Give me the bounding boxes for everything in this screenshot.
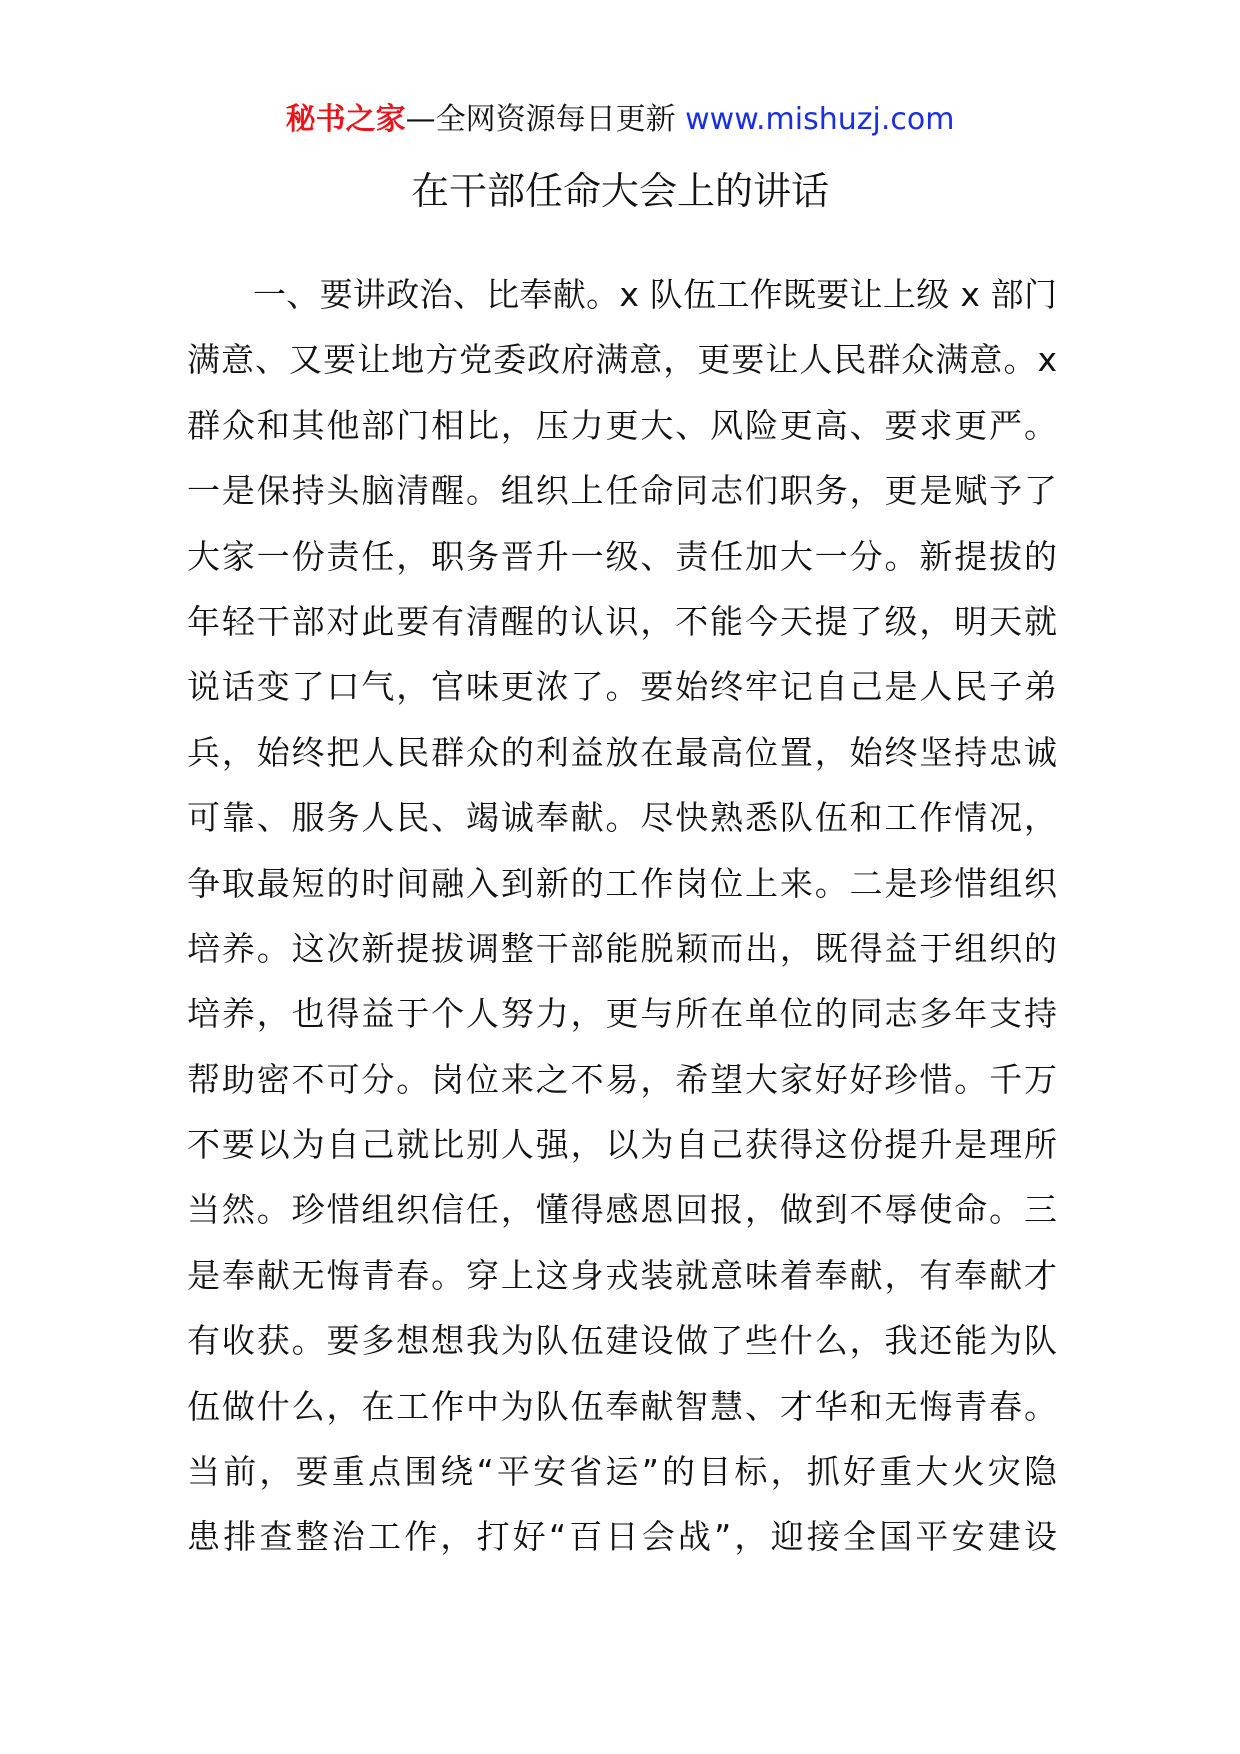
body-line: 患排查整治工作，打好“百日会战”，迎接全国平安建设 [187, 1517, 1057, 1557]
body-line: 有收获。要多想想我为队伍建设做了些什么，我还能为队 [187, 1321, 1057, 1361]
body-line: 满意、又要让地方党委政府满意，更要让人民群众满意。x [187, 340, 1057, 380]
body-line: 培养。这次新提拔调整干部能脱颖而出，既得益于组织的 [187, 928, 1057, 968]
body-line: 当然。珍惜组织信任，懂得感恩回报，做到不辱使命。三 [187, 1190, 1057, 1230]
document-body [187, 262, 1057, 1570]
body-line: 争取最短的时间融入到新的工作岗位上来。二是珍惜组织 [187, 863, 1057, 903]
body-line: 不要以为自己就比别人强，以为自己获得这份提升是理所 [187, 1125, 1057, 1165]
body-line: 年轻干部对此要有清醒的认识，不能今天提了级，明天就 [187, 601, 1057, 641]
body-line: 是奉献无悔青春。穿上这身戎装就意味着奉献，有奉献才 [187, 1255, 1057, 1295]
body-line: 当前，要重点围绕“平安省运”的目标，抓好重大火灾隐 [187, 1452, 1057, 1492]
body-line: 可靠、服务人民、竭诚奉献。尽快熟悉队伍和工作情况， [187, 798, 1057, 838]
site-url-link[interactable]: www.mishuzj.com [685, 102, 955, 137]
body-line: 说话变了口气，官味更浓了。要始终牢记自己是人民子弟 [187, 667, 1057, 707]
body-line: 一、要讲政治、比奉献。x 队伍工作既要让上级 x 部门 [253, 275, 1057, 314]
site-tagline: —全网资源每日更新 [405, 102, 686, 137]
body-line: 培养，也得益于个人努力，更与所在单位的同志多年支持 [187, 994, 1057, 1034]
body-line: 群众和其他部门相比，压力更大、风险更高、要求更严。 [187, 405, 1057, 445]
site-brand: 秘书之家 [285, 102, 406, 137]
body-line: 兵，始终把人民群众的利益放在最高位置，始终坚持忠诚 [187, 732, 1057, 772]
body-line: 帮助密不可分。岗位来之不易，希望大家好好珍惜。千万 [187, 1059, 1057, 1099]
body-line: 一是保持头脑清醒。组织上任命同志们职务，更是赋予了 [187, 471, 1057, 511]
body-line: 大家一份责任，职务晋升一级、责任加大一分。新提拔的 [187, 536, 1057, 576]
document-title: 在干部任命大会上的讲话 [410, 169, 829, 213]
body-line: 伍做什么，在工作中为队伍奉献智慧、才华和无悔青春。 [187, 1386, 1057, 1426]
site-header [0, 100, 1240, 140]
